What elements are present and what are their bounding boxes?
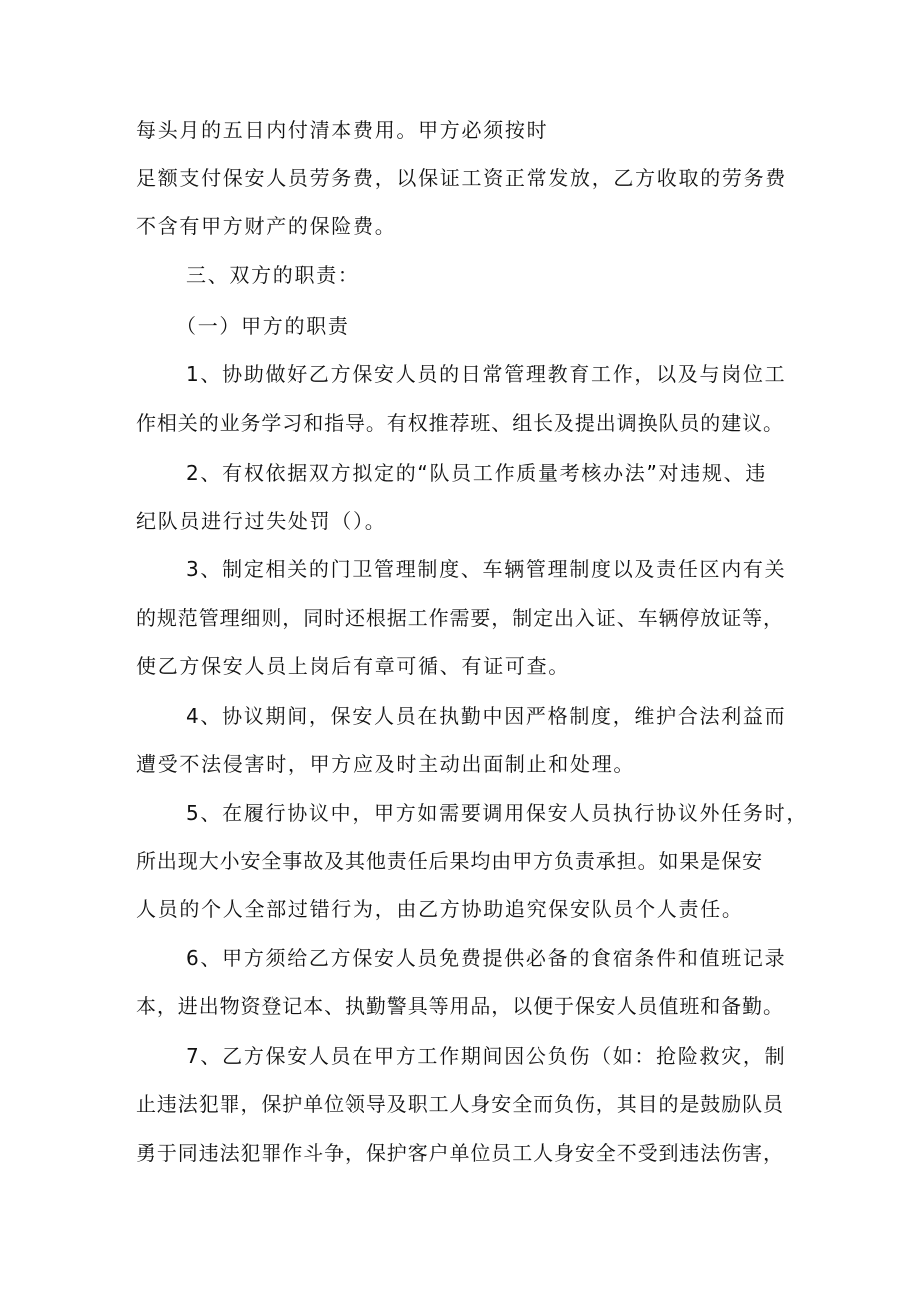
text-line: 1、协助做好乙方保安人员的日常管理教育工作，以及与岗位工 <box>186 362 787 386</box>
text-line: 勇于同违法犯罪作斗争，保护客户单位员工人身安全不受到违法伤害， <box>136 1141 784 1165</box>
text-line: 4、协议期间，保安人员在执勤中因严格制度，维护合法利益而 <box>186 704 787 728</box>
text-line: 使乙方保安人员上岗后有章可循、有证可查。 <box>136 654 570 678</box>
text-line: 纪队员进行过失处罚（）。 <box>136 509 387 533</box>
text-line: 每头月的五日内付清本费用。甲方必须按时 <box>136 118 549 142</box>
text-line: 的规范管理细则，同时还根据工作需要，制定出入证、车辆停放证等， <box>136 606 784 630</box>
text-line: 所出现大小安全事故及其他责任后果均由甲方负责承担。如果是保安 <box>136 849 763 873</box>
text-line: 本，进出物资登记本、执勤警具等用品，以便于保安人员值班和备勤。 <box>136 994 784 1018</box>
text-line: 7、乙方保安人员在甲方工作期间因公负伤（如：抢险救灾，制 <box>186 1044 787 1068</box>
text-line: 作相关的业务学习和指导。有权推荐班、组长及提出调换队员的建议。 <box>136 411 784 435</box>
text-line: 6、甲方须给乙方保安人员免费提供必备的食宿条件和值班记录 <box>186 946 787 970</box>
text-line: 5、在履行协议中，甲方如需要调用保安人员执行协议外任务时， <box>186 801 809 825</box>
text-line: 人员的个人全部过错行为，由乙方协助追究保安队员个人责任。 <box>136 897 744 921</box>
text-line: 3、制定相关的门卫管理制度、车辆管理制度以及责任区内有关 <box>186 557 787 581</box>
subsection-heading: （一）甲方的职责 <box>176 314 350 338</box>
text-line: 止违法犯罪，保护单位领导及职工人身安全而负伤，其目的是鼓励队员 <box>136 1092 784 1116</box>
text-line: 遭受不法侵害时，甲方应及时主动出面制止和处理。 <box>136 752 636 776</box>
section-heading: 三、双方的职责： <box>186 263 360 287</box>
text-line: 足额支付保安人员劳务费，以保证工资正常发放，乙方收取的劳务费 <box>136 166 787 190</box>
text-line: 不含有甲方财产的保险费。 <box>136 214 397 238</box>
text-line: 2、有权依据双方拟定的“队员工作质量考核办法”对违规、违 <box>186 461 768 485</box>
